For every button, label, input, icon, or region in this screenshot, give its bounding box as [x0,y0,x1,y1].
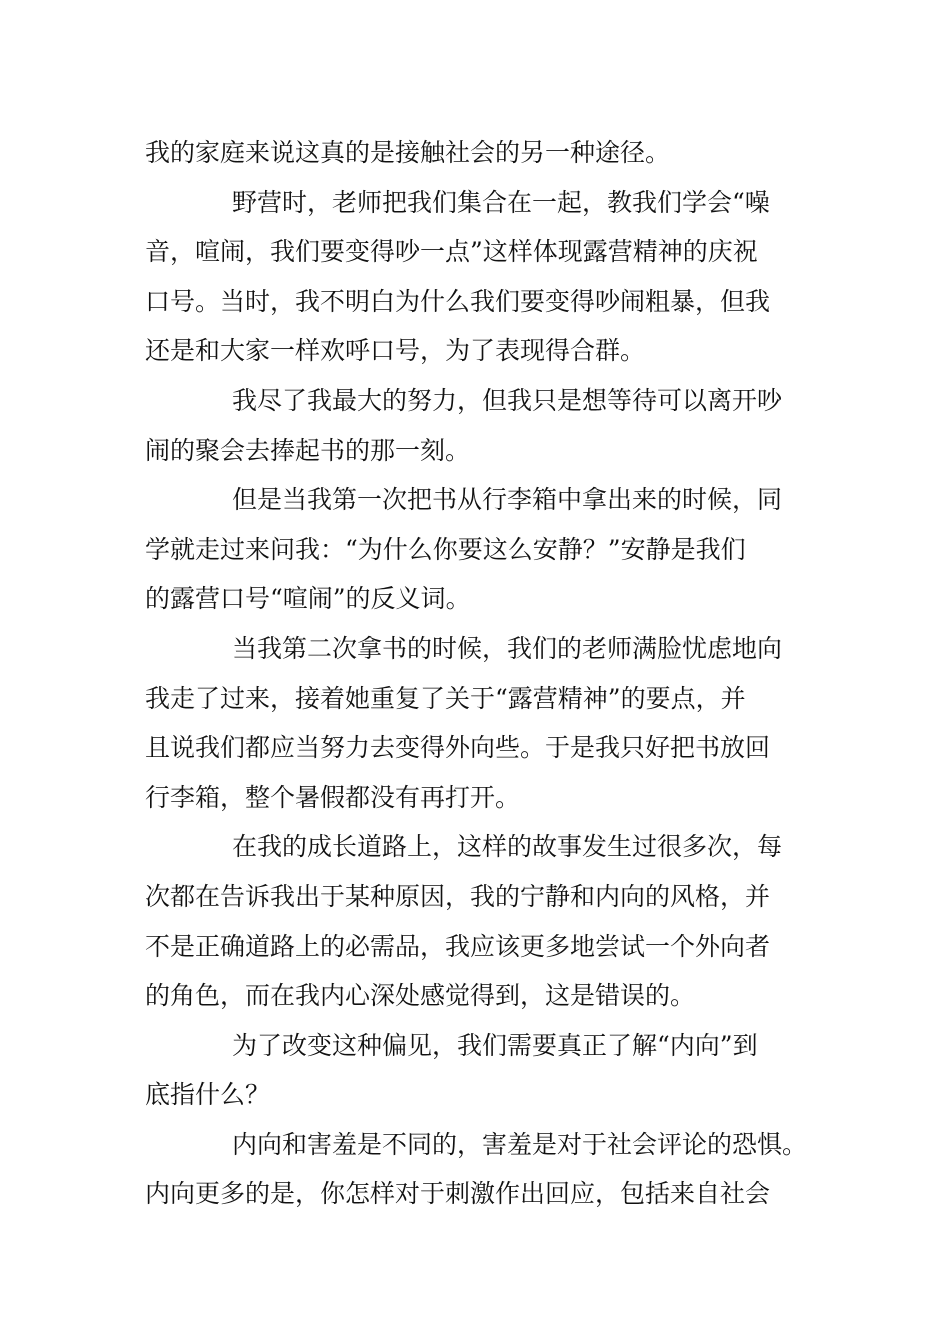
text-line: 我尽了我最大的努力，但我只是想等待可以离开吵 [232,385,783,415]
text-line: 我走了过来，接着她重复了关于“露营精神”的要点，并 [145,683,746,713]
text-line: 的露营口号“喧闹”的反义词。 [145,584,471,614]
body-text [145,128,825,1219]
text-line: 的角色，而在我内心深处感觉得到，这是错误的。 [145,981,696,1011]
text-line: 为了改变这种偏见，我们需要真正了解“内向”到 [232,1030,758,1060]
text-line: 我的家庭来说这真的是接触社会的另一种途径。 [145,138,671,167]
text-line: 次都在告诉我出于某种原因，我的宁静和内向的风格，并 [145,881,771,911]
text-line: 但是当我第一次把书从行李箱中拿出来的时候，同 [232,485,783,515]
text-line: 行李箱，整个暑假都没有再打开。 [145,782,521,812]
text-line: 不是正确道路上的必需品，我应该更多地尝试一个外向者 [145,931,771,961]
text-line: 在我的成长道路上，这样的故事发生过很多次，每 [232,832,783,862]
text-line: 口号。当时，我不明白为什么我们要变得吵闹粗暴，但我 [145,286,771,316]
text-line: 内向更多的是，你怎样对于刺激作出回应，包括来自社会 [145,1179,771,1209]
text-line: 且说我们都应当努力去变得外向些。于是我只好把书放回 [145,733,771,763]
text-line: 当我第二次拿书的时候，我们的老师满脸忧虑地向 [232,633,783,663]
text-line: 内向和害羞是不同的，害羞是对于社会评论的恐惧。 [232,1129,808,1159]
text-line: 音，喧闹，我们要变得吵一点”这样体现露营精神的庆祝 [145,237,758,267]
text-line: 底指什么？ [145,1080,271,1110]
text-line: 还是和大家一样欢呼口号，为了表现得合群。 [145,336,646,366]
text-line: 闹的聚会去捧起书的那一刻。 [145,435,471,465]
text-line: 学就走过来问我：“为什么你要这么安静？”安静是我们 [145,534,746,564]
text-line: 野营时，老师把我们集合在一起，教我们学会“噪 [232,187,770,217]
